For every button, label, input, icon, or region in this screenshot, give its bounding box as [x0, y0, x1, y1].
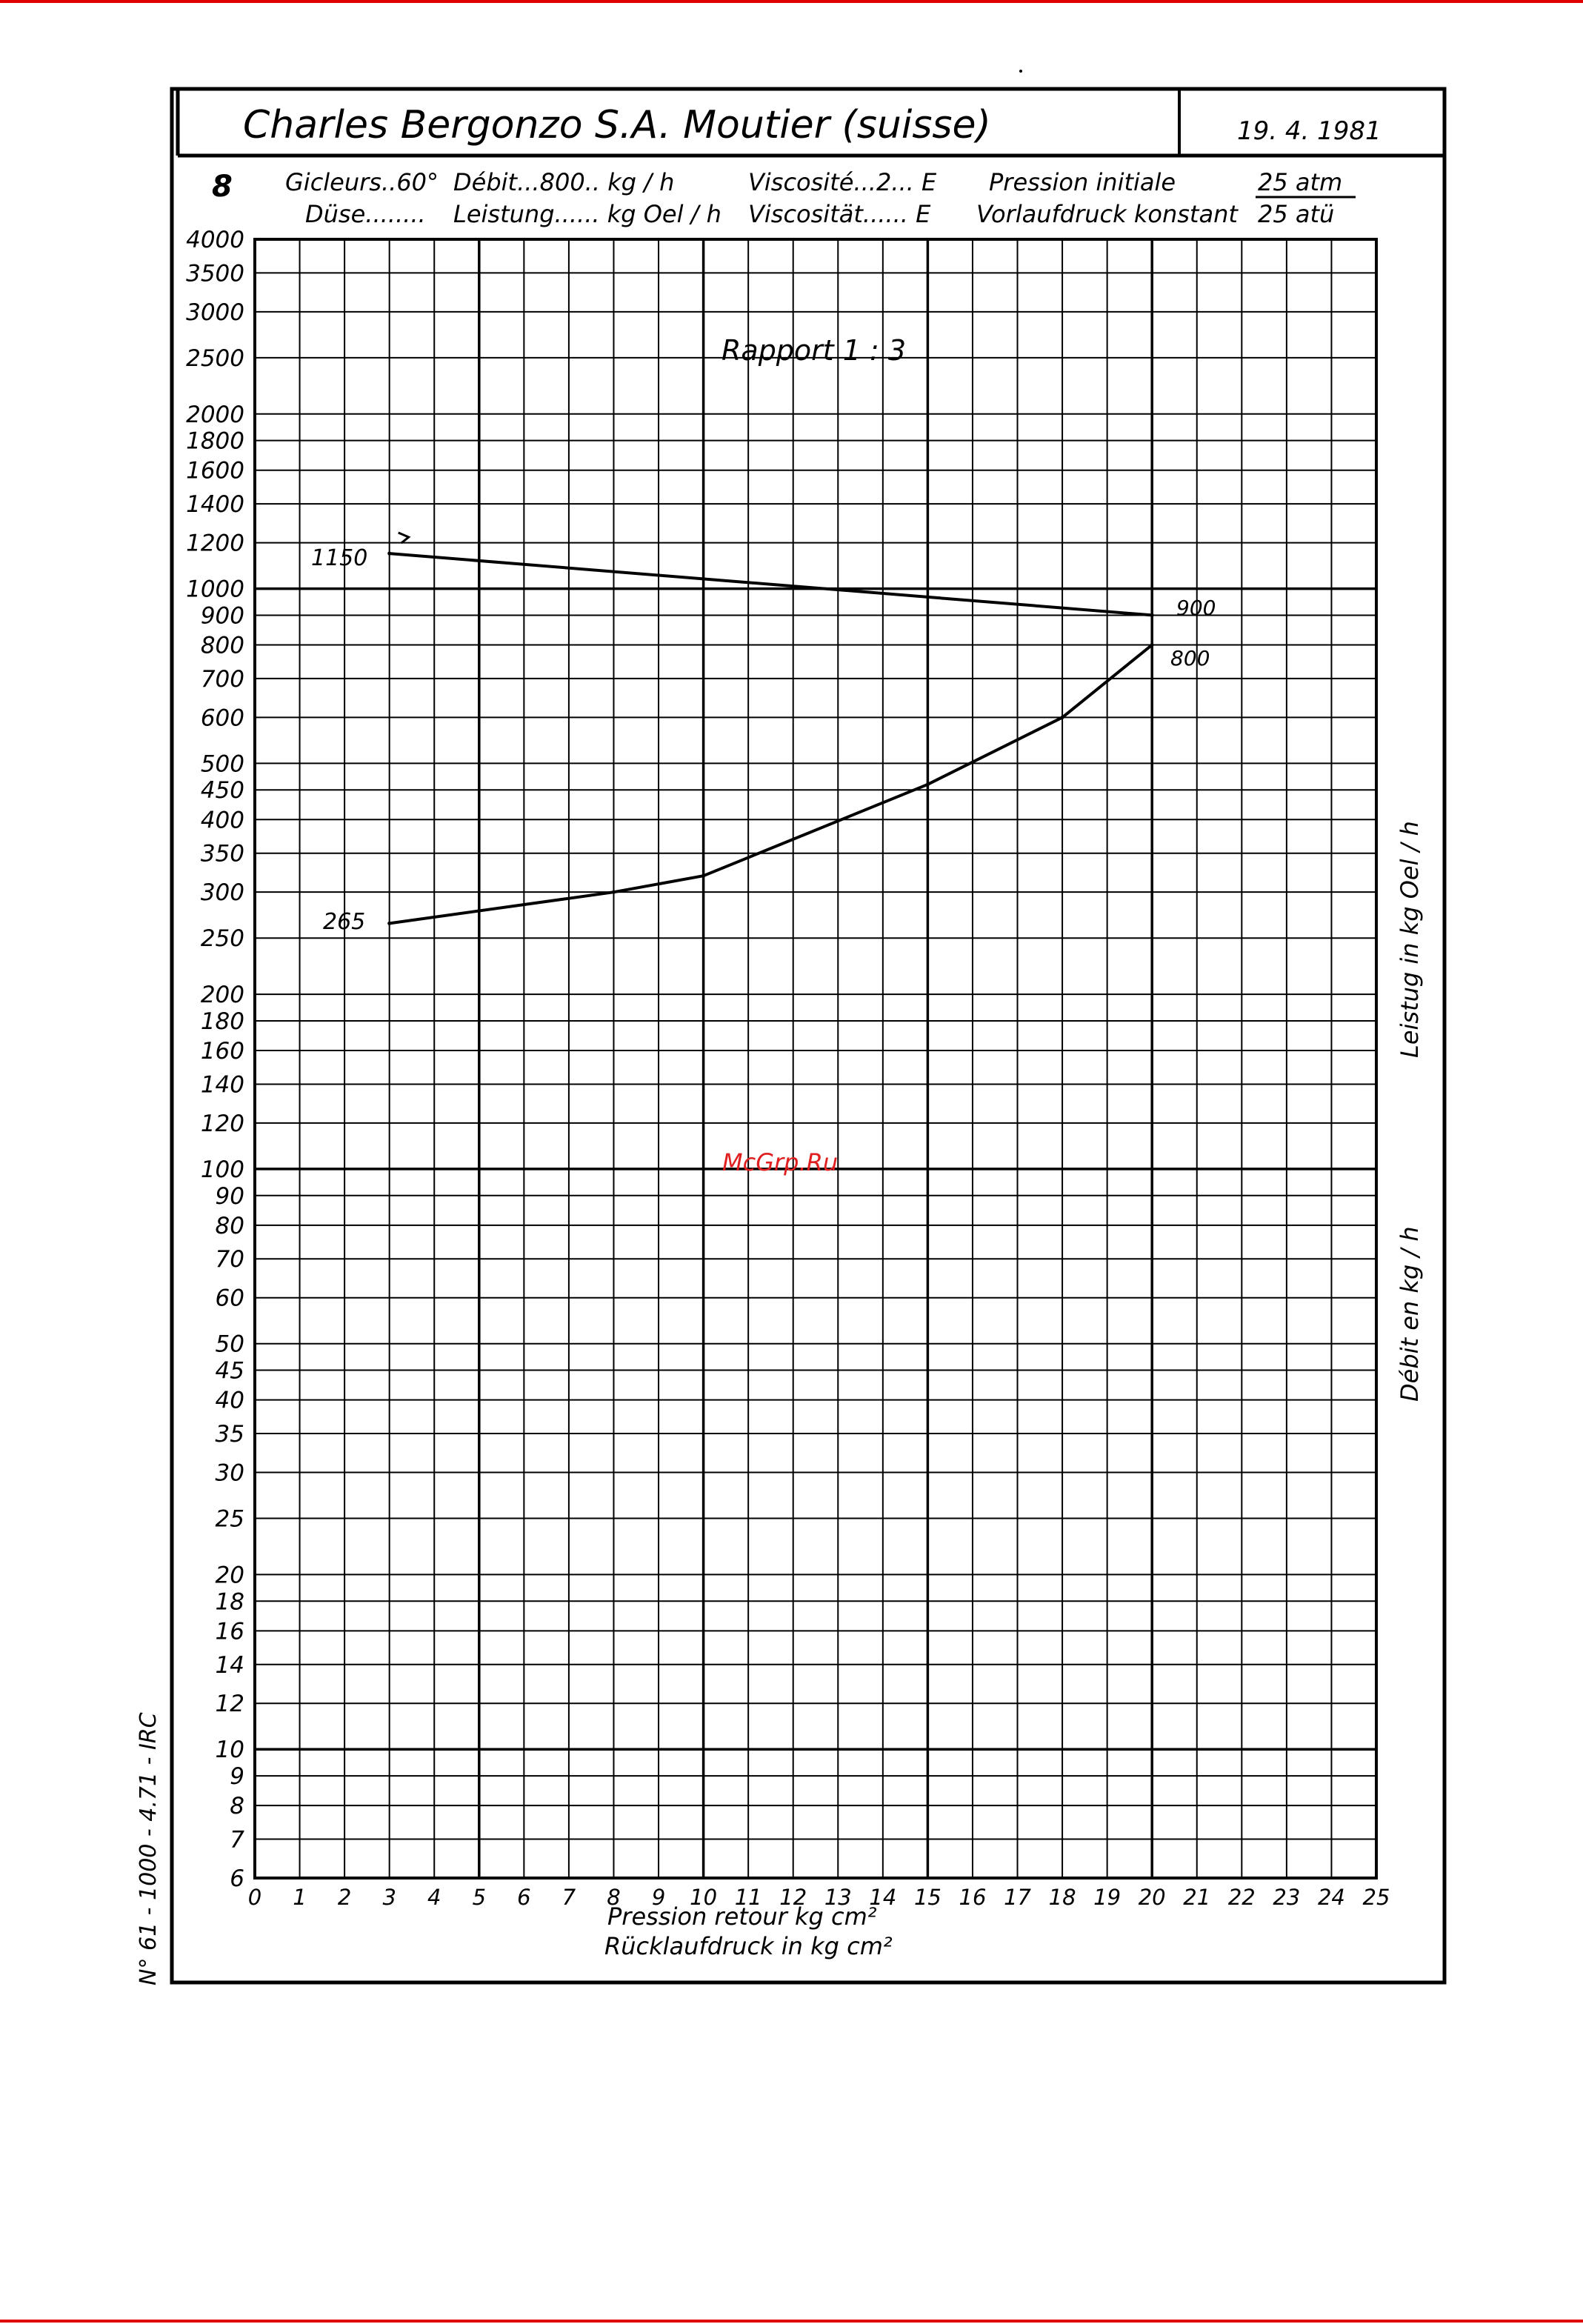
x-axis-label-fr: Pression retour kg cm²	[607, 1902, 877, 1931]
watermark: McGrp.Ru	[722, 1148, 839, 1176]
y-tick-label: 2500	[186, 344, 244, 372]
y-tick-label: 18	[215, 1588, 244, 1616]
y-tick-label: 4000	[186, 227, 244, 253]
y-tick-label: 300	[200, 879, 244, 907]
y-tick-label: 20	[215, 1562, 244, 1589]
series-point	[612, 890, 616, 894]
x-tick-label: 4	[427, 1885, 441, 1910]
y-tick-label: 50	[215, 1331, 244, 1358]
y-tick-label: 700	[200, 665, 244, 693]
y-tick-label: 6	[230, 1865, 244, 1892]
upper-end-label: 900	[1176, 596, 1216, 620]
y-tick-label: 120	[200, 1110, 244, 1137]
series-point	[387, 552, 391, 556]
x-tick-label: 10	[690, 1885, 718, 1910]
y-tick-label: 1400	[186, 491, 244, 519]
y-axis-label-debit: Débit en kg / h	[1396, 1226, 1424, 1402]
spec-pressure-label-de: Vorlaufdruck konstant	[976, 200, 1238, 228]
x-tick-label: 24	[1317, 1885, 1345, 1910]
x-tick-label: 25	[1362, 1885, 1390, 1910]
chart-series	[387, 533, 1154, 925]
y-tick-label: 1600	[186, 457, 244, 485]
y-tick-label: 70	[215, 1246, 244, 1273]
y-tick-label: 200	[200, 982, 244, 1009]
x-tick-label: 21	[1183, 1885, 1211, 1910]
spec-viscosity-fr: Viscosité...2... E	[748, 168, 937, 196]
y-tick-label: 90	[215, 1182, 244, 1210]
x-tick-label: 12	[779, 1885, 807, 1910]
series-point	[1061, 716, 1064, 719]
y-tick-labels	[186, 227, 244, 1892]
y-tick-label: 350	[200, 840, 244, 868]
y-tick-label: 14	[215, 1651, 244, 1679]
series-point	[1150, 613, 1154, 617]
y-tick-label: 3500	[186, 260, 244, 287]
x-tick-label: 19	[1093, 1885, 1122, 1910]
y-tick-label: 800	[200, 632, 244, 659]
x-tick-label: 11	[734, 1885, 762, 1910]
x-tick-label: 0	[247, 1885, 262, 1910]
y-tick-label: 500	[200, 750, 244, 778]
series-line-2	[390, 645, 1153, 924]
company-name: Charles Bergonzo S.A. Moutier (suisse)	[243, 103, 991, 147]
outer-frame	[172, 89, 1444, 1982]
y-tick-label: 30	[215, 1459, 244, 1487]
upper-start-label: 1150	[311, 545, 368, 571]
x-tick-label: 6	[517, 1885, 531, 1910]
series-point	[701, 874, 705, 878]
sheet-number: 8	[212, 170, 233, 204]
spec-flow-de: Leistung...... kg Oel / h	[453, 200, 721, 228]
y-tick-label: 35	[215, 1421, 244, 1448]
y-axis-label-leistung: Leistug in kg Oel / h	[1396, 821, 1424, 1058]
x-tick-label: 23	[1273, 1885, 1301, 1910]
x-tick-label: 20	[1138, 1885, 1166, 1910]
y-tick-label: 16	[215, 1618, 244, 1645]
x-tick-label: 9	[651, 1885, 666, 1910]
y-tick-label: 80	[215, 1212, 244, 1239]
x-tick-label: 13	[824, 1885, 852, 1910]
y-tick-label: 450	[200, 777, 244, 805]
x-tick-label: 16	[959, 1885, 987, 1910]
x-tick-label: 7	[561, 1885, 576, 1910]
x-tick-label: 15	[913, 1885, 942, 1910]
form-number: N° 61 - 1000 - 4.71 - IRC	[136, 1712, 161, 1985]
plot-border	[255, 239, 1376, 1878]
spec-flow-fr: Débit...800.. kg / h	[453, 168, 675, 196]
y-tick-label: 100	[200, 1156, 244, 1183]
chart-grid	[255, 239, 1376, 1878]
y-tick-label: 1200	[186, 530, 244, 557]
x-tick-label: 5	[472, 1885, 487, 1910]
y-tick-label: 180	[200, 1008, 244, 1035]
x-tick-label: 1	[293, 1885, 307, 1910]
y-tick-label: 1800	[186, 427, 244, 455]
y-tick-label: 3000	[186, 299, 244, 326]
y-tick-label: 60	[215, 1285, 244, 1312]
y-tick-label: 10	[215, 1737, 244, 1764]
sheet-date: 19. 4. 1981	[1237, 116, 1382, 146]
series-point	[387, 922, 391, 925]
x-tick-label: 18	[1048, 1885, 1076, 1910]
spec-nozzle-de: Düse........	[305, 200, 426, 228]
x-tick-label: 3	[382, 1885, 396, 1910]
y-tick-label: 9	[230, 1763, 244, 1791]
y-tick-label: 40	[215, 1387, 244, 1414]
spec-pressure-value-de: 25 atü	[1258, 200, 1335, 228]
y-tick-label: 45	[215, 1357, 244, 1385]
y-tick-label: 8	[230, 1793, 244, 1820]
spec-pressure-value-fr: 25 atm	[1258, 168, 1343, 196]
spec-pressure-label-fr: Pression initiale	[989, 168, 1176, 196]
spec-nozzle-fr: Gicleurs..60°	[285, 168, 439, 196]
y-tick-label: 250	[200, 925, 244, 953]
lower-start-label: 265	[323, 909, 366, 935]
lower-end-label: 800	[1170, 646, 1210, 670]
start-arrow	[399, 533, 409, 543]
x-tick-label: 8	[607, 1885, 621, 1910]
x-tick-label: 2	[337, 1885, 352, 1910]
x-tick-label: 14	[869, 1885, 897, 1910]
y-tick-label: 140	[200, 1071, 244, 1099]
x-tick-label: 22	[1227, 1885, 1256, 1910]
series-point	[1150, 643, 1154, 647]
y-tick-label: 400	[200, 807, 244, 834]
x-tick-label: 17	[1004, 1885, 1031, 1910]
y-tick-label: 12	[215, 1691, 244, 1718]
y-tick-label: 900	[200, 602, 244, 630]
series-line-1	[390, 553, 1153, 615]
ratio-note: Rapport 1 : 3	[721, 334, 907, 367]
y-tick-label: 7	[230, 1826, 244, 1854]
y-tick-label: 1000	[186, 576, 244, 603]
y-tick-label: 2000	[186, 401, 244, 428]
spec-viscosity-de: Viscosität...... E	[748, 200, 931, 228]
series-point	[926, 782, 930, 786]
y-tick-label: 600	[200, 705, 244, 732]
y-tick-label: 160	[200, 1038, 244, 1065]
y-tick-label: 25	[215, 1505, 244, 1533]
x-axis-label-de: Rücklaufdruck in kg cm²	[604, 1932, 893, 1960]
